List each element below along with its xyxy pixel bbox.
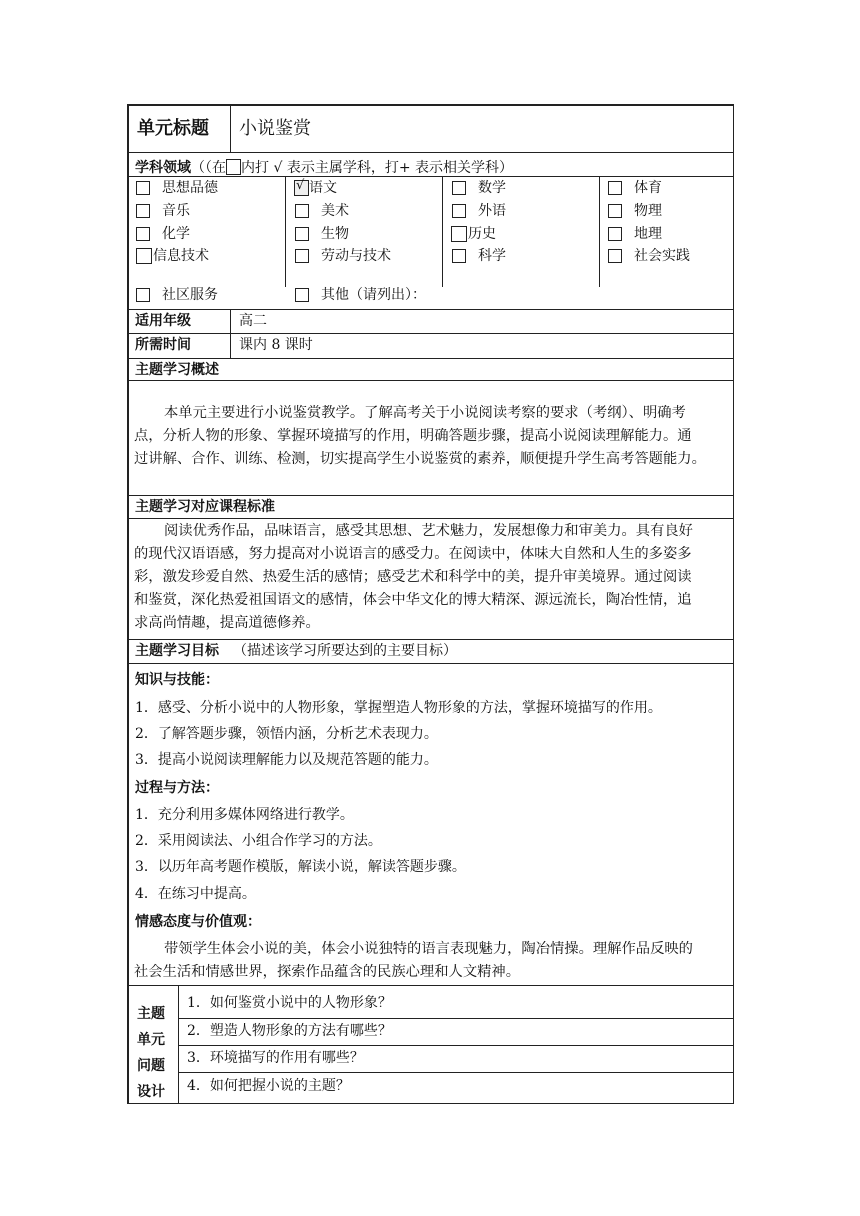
subject-area-instruction-pre: （（在 <box>191 160 226 176</box>
grade-value: 高二 <box>239 313 267 329</box>
row-line <box>127 309 734 310</box>
question-item: 1．如何鉴赏小说中的人物形象？ <box>187 995 392 1011</box>
subject-checkbox-history[interactable] <box>451 226 467 242</box>
subject-checkbox-social-practice[interactable] <box>608 249 622 263</box>
subject-label: 语文 <box>309 180 337 196</box>
row-line <box>178 1072 734 1073</box>
question-item: 4．如何把握小说的主题？ <box>187 1078 350 1094</box>
overview-label: 主题学习概述 <box>135 362 219 378</box>
process-item: 4．在练习中提高。 <box>135 886 256 902</box>
questions-label-line: 单元 <box>137 1032 165 1048</box>
emotion-line: 带领学生体会小说的美，体会小说独特的语言表现魅力，陶冶情操。理解作品反映的 <box>164 941 693 957</box>
standards-line: 彩，激发珍爱自然、热爱生活的感情；感受艺术和科学中的美，提升审美境界。通过阅读 <box>134 569 692 585</box>
table-border-right <box>733 104 734 1104</box>
process-item: 1．充分利用多媒体网络进行教学。 <box>135 807 354 823</box>
emotion-text <box>134 938 726 984</box>
row-line <box>127 333 734 334</box>
subject-label: 科学 <box>478 248 506 264</box>
col-divider <box>599 176 600 287</box>
subject-label: 社区服务 <box>162 287 218 303</box>
questions-label <box>137 1001 165 1105</box>
overview-text <box>134 402 726 471</box>
grade-label: 适用年级 <box>135 313 191 329</box>
knowledge-item: 2．了解答题步骤，领悟内涵，分析艺术表现力。 <box>135 726 438 742</box>
knowledge-item: 3．提高小说阅读理解能力以及规范答题的能力。 <box>135 752 438 768</box>
overview-line: 点，分析人物的形象、掌握环境描写的作用，明确答题步骤，提高小说阅读理解能力。通 <box>134 428 692 444</box>
standards-line: 和鉴赏，深化热爱祖国语文的感情，体会中华文化的博大精深、源远流长，陶冶性情，追 <box>134 592 692 608</box>
subject-checkbox-moral[interactable] <box>136 181 150 195</box>
subject-label: 思想品德 <box>162 180 218 196</box>
standards-label: 主题学习对应课程标准 <box>135 499 275 515</box>
table-border-top <box>127 104 734 106</box>
subject-label: 生物 <box>321 226 349 242</box>
question-item: 3．环境描写的作用有哪些？ <box>187 1050 364 1066</box>
subject-label: 体育 <box>634 180 662 196</box>
checkmark-icon: √ <box>296 178 305 193</box>
subject-checkbox-biology[interactable] <box>295 227 309 241</box>
row-line <box>127 639 734 640</box>
legend-checkbox-icon <box>226 159 241 175</box>
emotion-heading: 情感态度与价值观： <box>135 914 261 930</box>
standards-line: 求高尚情趣，提高道德修养。 <box>134 615 320 631</box>
standards-line: 阅读优秀作品，品味语言，感受其思想、艺术魅力，发展想像力和审美力。具有良好 <box>164 523 693 539</box>
standards-line: 的现代汉语语感，努力提高对小说语言的感受力。在阅读中，体味大自然和人生的多姿多 <box>134 546 692 562</box>
subject-label: 社会实践 <box>634 248 690 264</box>
subject-checkbox-chemistry[interactable] <box>136 227 150 241</box>
subject-label: 历史 <box>468 226 496 242</box>
subject-label: 物理 <box>634 203 662 219</box>
subject-checkbox-physics[interactable] <box>608 204 622 218</box>
subject-label: 美术 <box>321 203 349 219</box>
subject-checkbox-science[interactable] <box>452 249 466 263</box>
title-divider <box>230 104 231 152</box>
subject-checkbox-math[interactable] <box>452 181 466 195</box>
subject-label: 其他（请列出）： <box>321 287 426 303</box>
subject-label: 数学 <box>478 180 506 196</box>
goals-header <box>135 642 457 660</box>
table-border-bottom <box>127 1103 734 1104</box>
subject-checkbox-it[interactable] <box>136 248 152 264</box>
questions-label-line: 问题 <box>137 1058 165 1074</box>
label-divider <box>230 309 231 359</box>
row-line <box>127 663 734 664</box>
subject-checkbox-geography[interactable] <box>608 227 622 241</box>
standards-text <box>134 520 726 635</box>
overview-line: 本单元主要进行小说鉴赏教学。了解高考关于小说阅读考察的要求（考纲）、明确考 <box>164 405 686 421</box>
subject-checkbox-music[interactable] <box>136 204 150 218</box>
unit-title-label: 单元标题 <box>137 118 209 139</box>
subject-area-instruction-post: 内打 √ 表示主属学科，打+ 表示相关学科） <box>241 160 514 176</box>
process-item: 2．采用阅读法、小组合作学习的方法。 <box>135 833 382 849</box>
row-line <box>178 1045 734 1046</box>
row-line <box>127 985 734 986</box>
subject-label: 地理 <box>634 226 662 242</box>
subject-label: 信息技术 <box>153 248 209 264</box>
subject-checkbox-pe[interactable] <box>608 181 622 195</box>
col-divider <box>285 176 286 287</box>
subject-checkbox-chinese[interactable] <box>294 180 309 196</box>
subject-area-label: 学科领域 <box>135 160 191 176</box>
row-line <box>127 358 734 359</box>
row-line <box>127 495 734 496</box>
subject-checkbox-labor-tech[interactable] <box>295 249 309 263</box>
knowledge-item: 1．感受、分析小说中的人物形象，掌握塑造人物形象的方法，掌握环境描写的作用。 <box>135 700 662 716</box>
subject-label: 化学 <box>162 226 190 242</box>
question-label-divider <box>178 985 179 1103</box>
row-line <box>127 152 734 153</box>
subject-checkbox-art[interactable] <box>295 204 309 218</box>
subject-checkbox-other[interactable] <box>295 288 309 302</box>
overview-line: 过讲解、合作、训练、检测，切实提高学生小说鉴赏的素养，顺便提升学生高考答题能力。 <box>134 451 706 467</box>
row-line <box>127 380 734 381</box>
subject-checkbox-foreign-language[interactable] <box>452 204 466 218</box>
question-item: 2．塑造人物形象的方法有哪些？ <box>187 1023 392 1039</box>
goals-label: 主题学习目标 <box>135 643 219 659</box>
col-divider <box>442 176 443 287</box>
goals-note: （描述该学习所要达到的主要目标） <box>233 643 457 659</box>
subject-area-header <box>135 156 513 177</box>
process-heading: 过程与方法： <box>135 780 219 796</box>
subject-label: 劳动与技术 <box>321 248 391 264</box>
questions-label-line: 设计 <box>137 1084 165 1100</box>
questions-label-line: 主题 <box>137 1006 165 1022</box>
table-border-left <box>127 104 129 1104</box>
unit-title-value: 小说鉴赏 <box>239 118 311 139</box>
time-value: 课内 8 课时 <box>239 337 313 353</box>
subject-checkbox-community-service[interactable] <box>136 288 150 302</box>
knowledge-heading: 知识与技能： <box>135 672 219 688</box>
row-line <box>127 176 734 177</box>
subject-label: 外语 <box>478 203 506 219</box>
row-line <box>178 1018 734 1019</box>
process-item: 3．以历年高考题作模版，解读小说，解读答题步骤。 <box>135 859 466 875</box>
time-label: 所需时间 <box>135 337 191 353</box>
row-line <box>127 518 734 519</box>
subject-label: 音乐 <box>162 203 190 219</box>
emotion-line: 社会生活和情感世界，探索作品蕴含的民族心理和人文精神。 <box>134 964 521 980</box>
